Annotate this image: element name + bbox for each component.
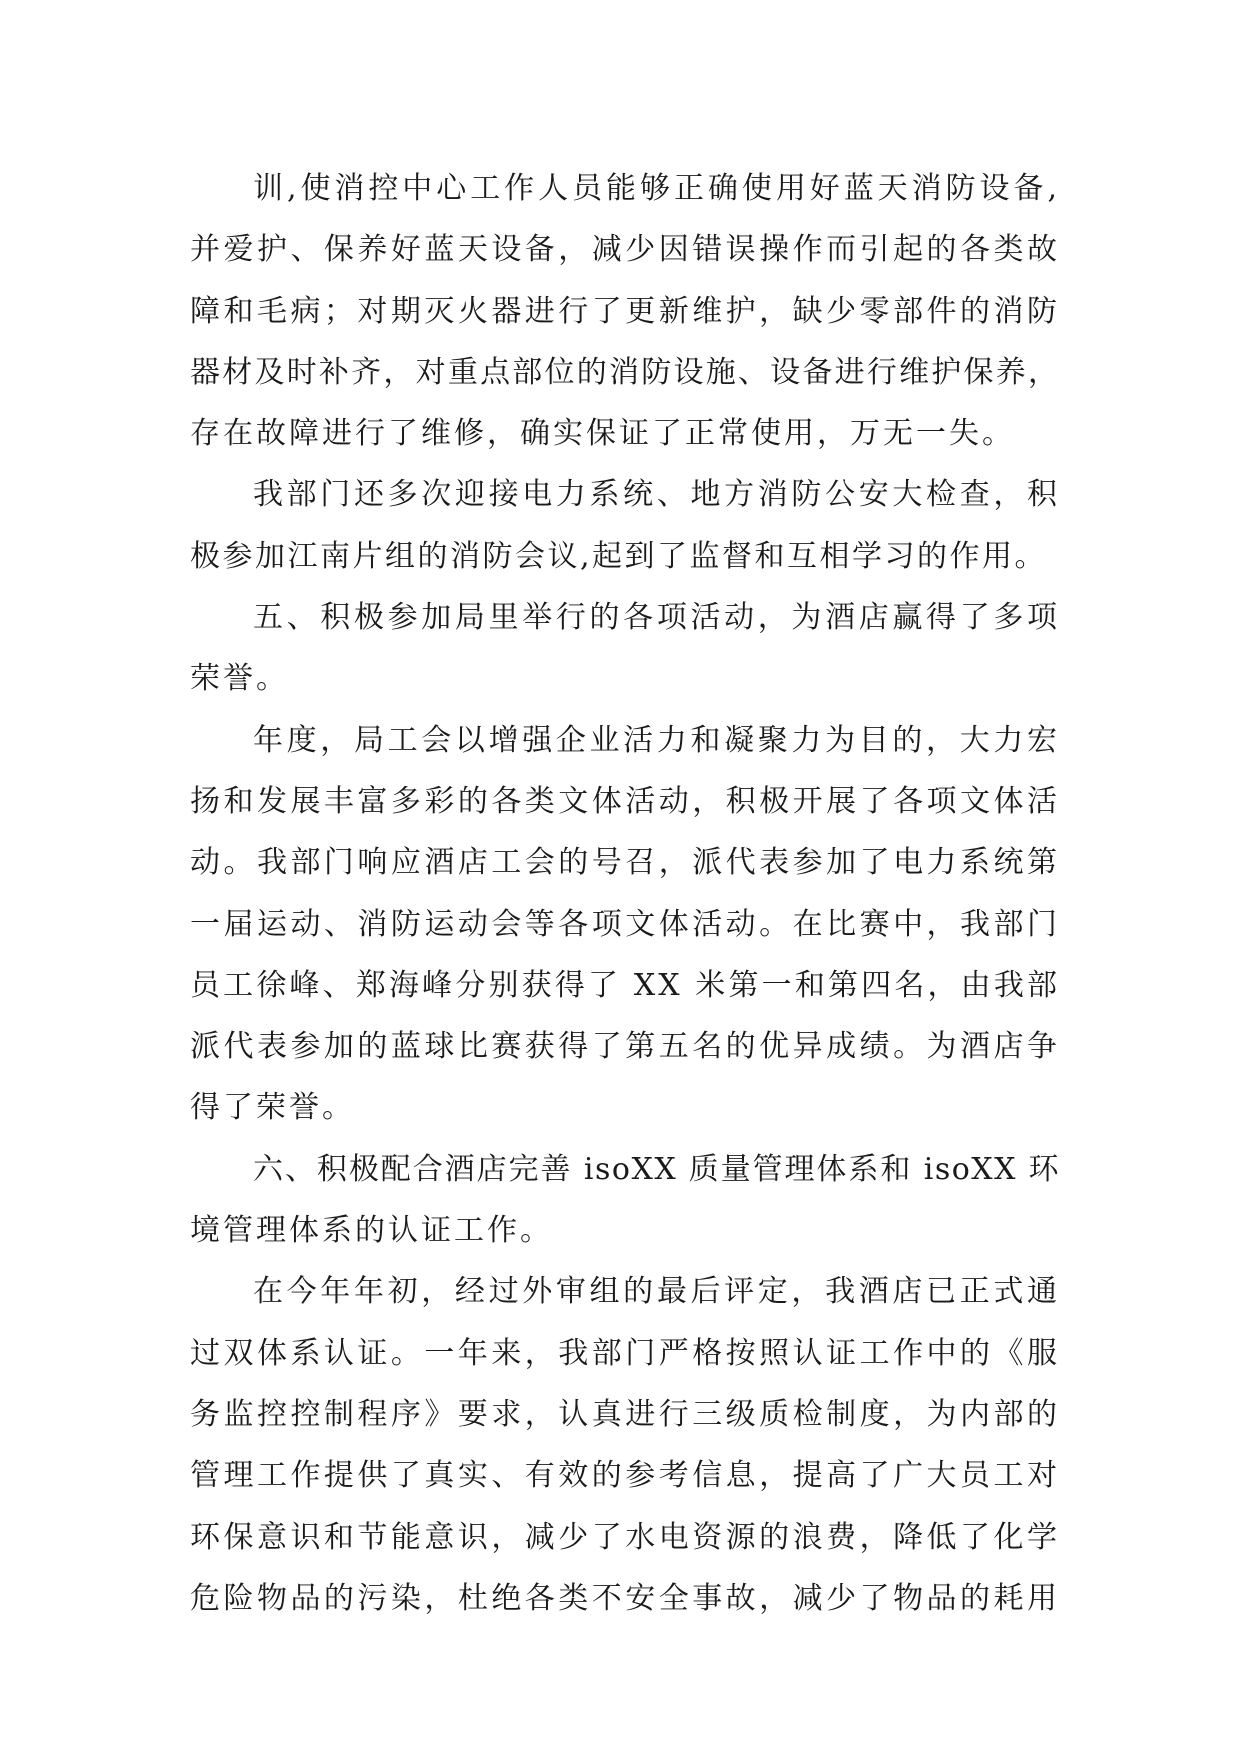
text-line: 我部门还多次迎接电力系统、地方消防公安大检查，积 xyxy=(253,477,1060,513)
text-line: 存在故障进行了维修，确实保证了正常使用，万无一失。 xyxy=(190,416,1015,452)
text-line: 一届运动、消防运动会等各项文体活动。在比赛中，我部门 xyxy=(190,906,1060,942)
text-line: 五、积极参加局里举行的各项活动，为酒店赢得了多项 xyxy=(253,600,1060,636)
text-line: 派代表参加的蓝球比赛获得了第五名的优异成绩。为酒店争 xyxy=(190,1029,1060,1065)
text-line: 并爱护、保养好蓝天设备，减少因错误操作而引起的各类故 xyxy=(190,232,1060,268)
text-line: 务监控控制程序》要求，认真进行三级质检制度，为内部的 xyxy=(190,1396,1060,1432)
text-line: 动。我部门响应酒店工会的号召，派代表参加了电力系统第 xyxy=(190,845,1060,881)
text-line: 过双体系认证。一年来，我部门严格按照认证工作中的《服 xyxy=(190,1335,1060,1371)
text-line: 六、积极配合酒店完善 isoXX 质量管理体系和 isoXX 环 xyxy=(253,1151,1060,1187)
text-line: 境管理体系的认证工作。 xyxy=(190,1213,553,1249)
text-line: 环保意识和节能意识，减少了水电资源的浪费，降低了化学 xyxy=(190,1519,1060,1555)
text-line: 员工徐峰、郑海峰分别获得了 XX 米第一和第四名，由我部 xyxy=(190,967,1060,1003)
body-text xyxy=(190,158,1060,1629)
text-line: 荣誉。 xyxy=(190,661,289,697)
text-line: 障和毛病；对期灭火器进行了更新维护，缺少零部件的消防 xyxy=(190,293,1060,329)
text-line: 扬和发展丰富多彩的各类文体活动，积极开展了各项文体活 xyxy=(190,783,1060,819)
text-line: 管理工作提供了真实、有效的参考信息，提高了广大员工对 xyxy=(190,1458,1060,1494)
text-line: 年度，局工会以增强企业活力和凝聚力为目的，大力宏 xyxy=(253,722,1060,758)
text-line: 在今年年初，经过外审组的最后评定，我酒店已正式通 xyxy=(253,1274,1060,1310)
text-line: 极参加江南片组的消防会议,起到了监督和互相学习的作用。 xyxy=(190,538,1048,574)
text-line: 得了荣誉。 xyxy=(190,1090,355,1126)
text-line: 器材及时补齐，对重点部位的消防设施、设备进行维护保养， xyxy=(190,354,1060,390)
text-line: 危险物品的污染，杜绝各类不安全事故，减少了物品的耗用 xyxy=(190,1580,1060,1616)
text-line: 训,使消控中心工作人员能够正确使用好蓝天消防设备, xyxy=(253,171,1060,206)
